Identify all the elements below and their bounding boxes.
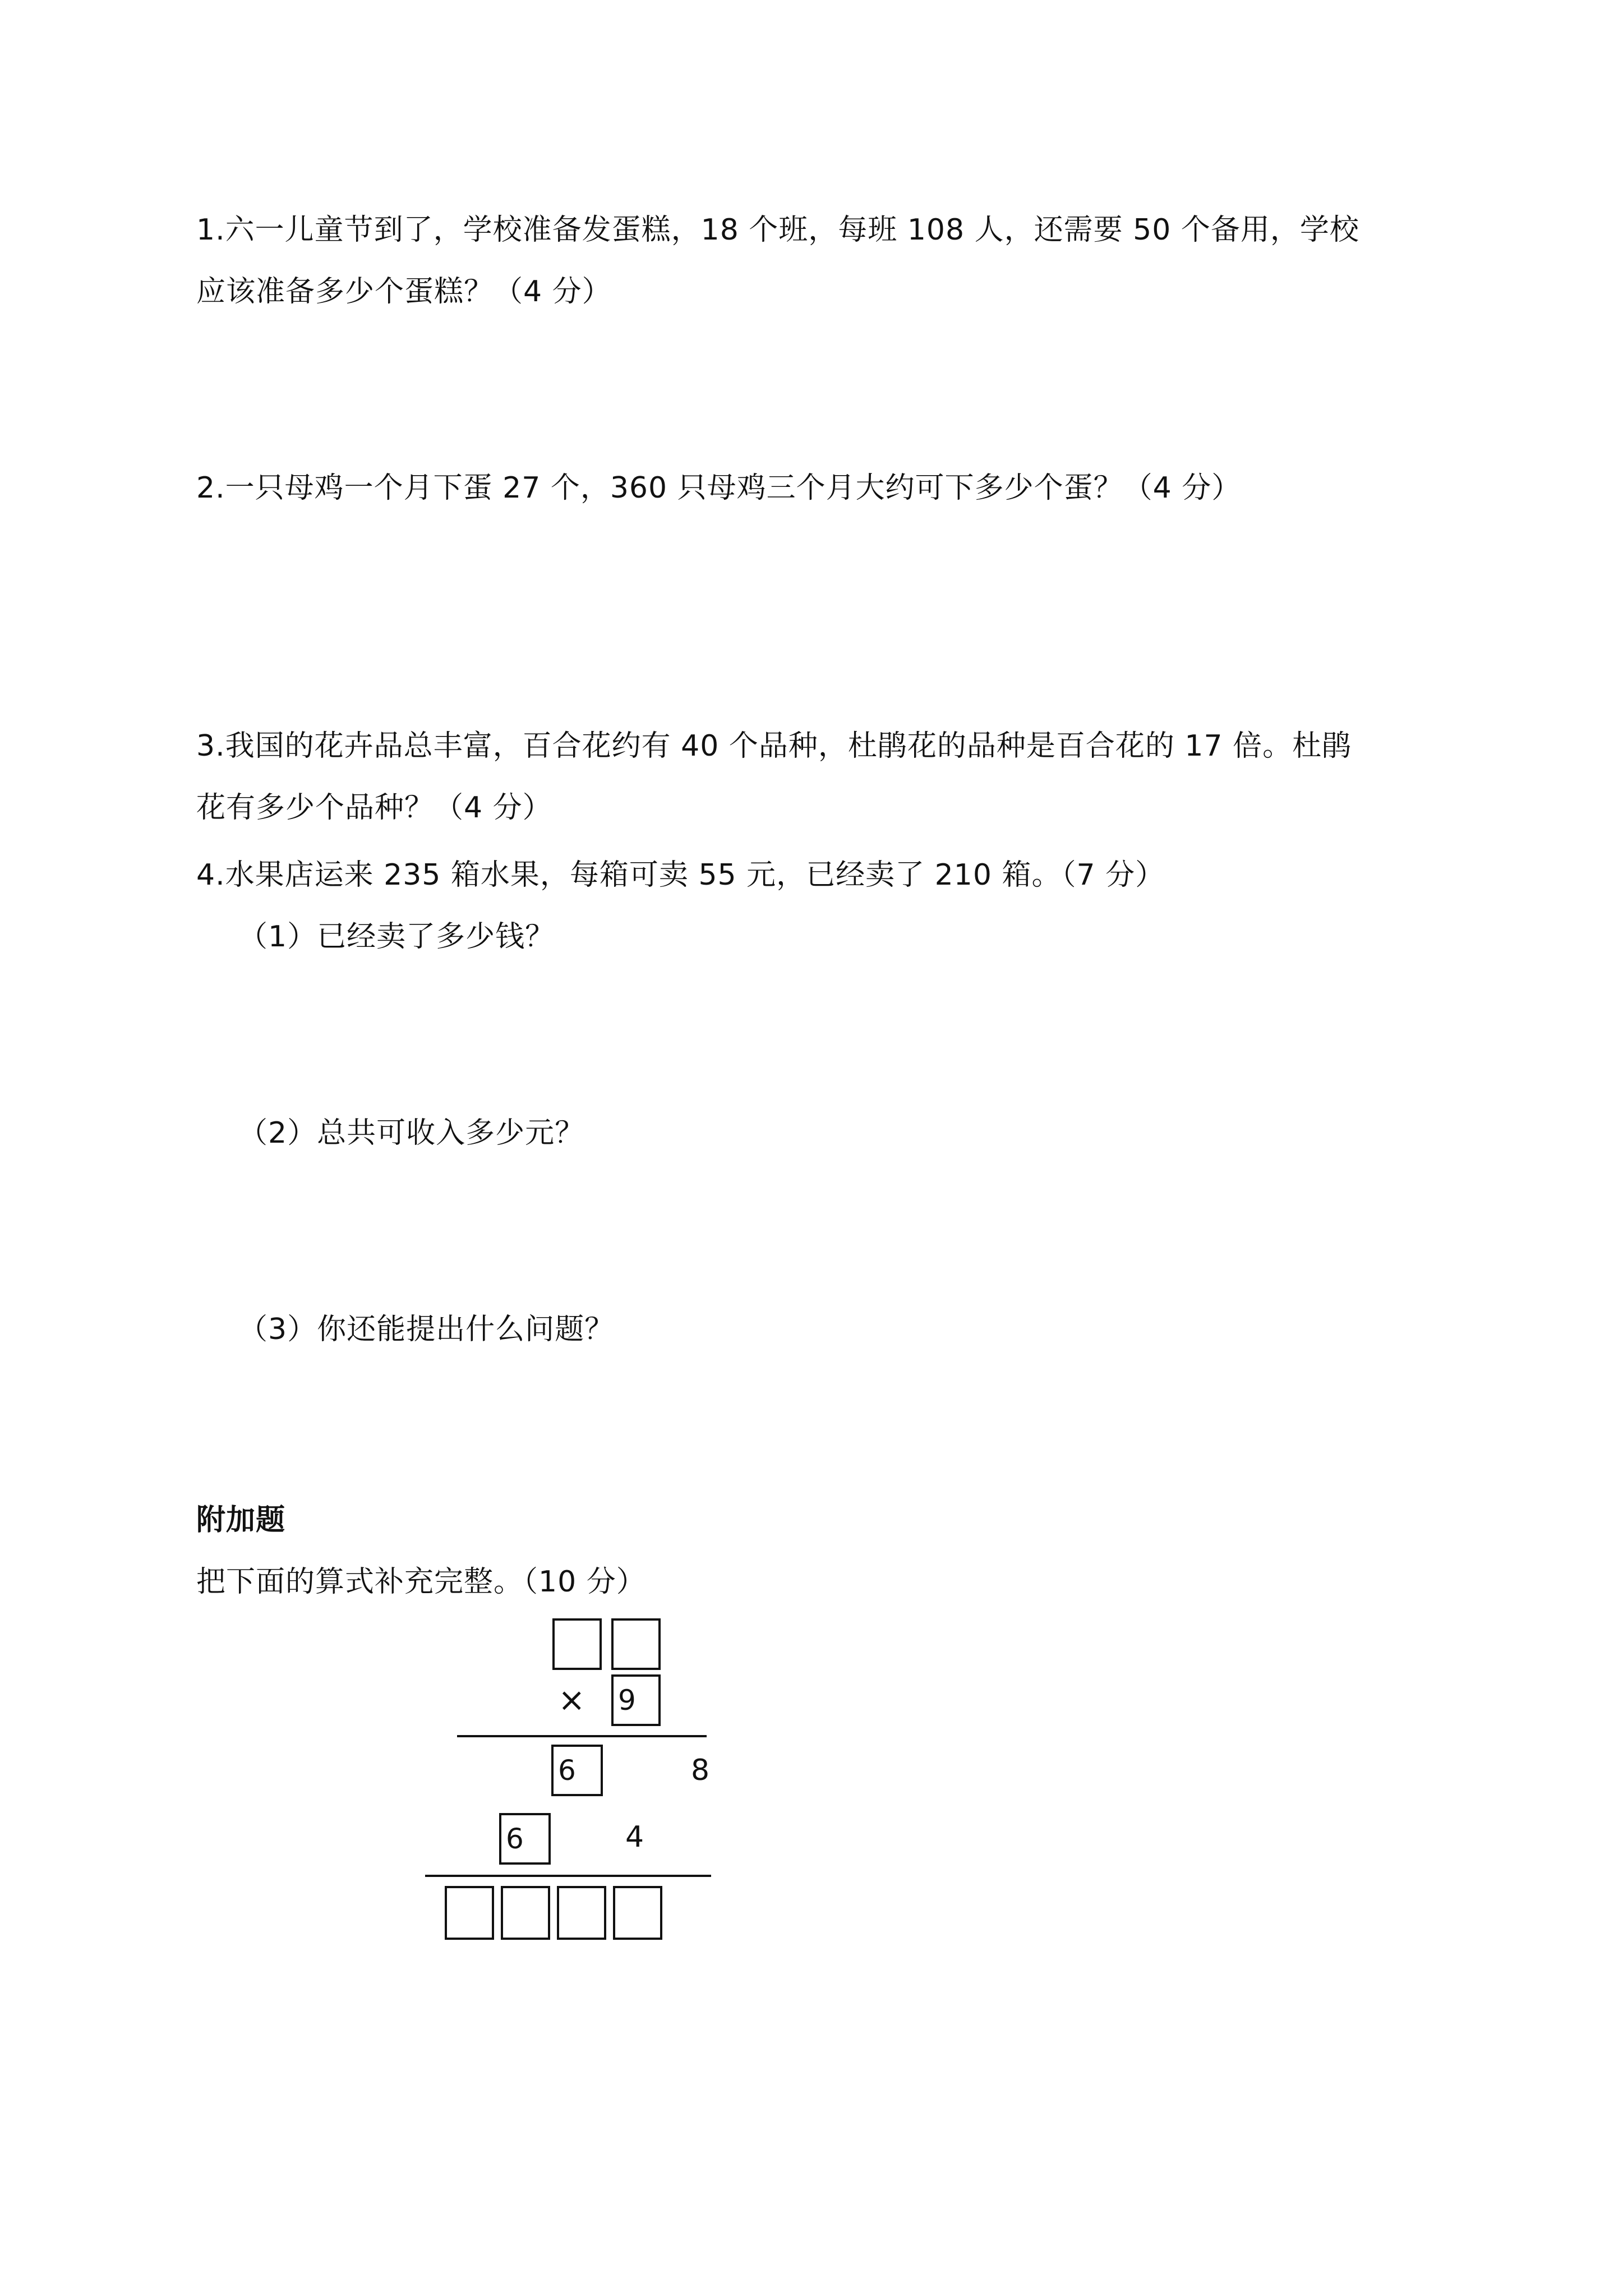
question-3-line-1: 3.我国的花卉品总丰富，百合花约有 40 个品种，杜鹃花的品种是百合花的 17 倍。杜鹃 (196, 729, 1352, 763)
question-4-sub-1: （1）已经卖了多少钱？ (238, 920, 555, 954)
second-rule (425, 1875, 711, 1877)
result-box-4[interactable] (613, 1886, 662, 1940)
partial2-box: 6 (499, 1813, 551, 1865)
multiplicand-box-tens[interactable] (552, 1618, 602, 1670)
first-rule (457, 1735, 707, 1737)
partial2-digit: 4 (625, 1820, 644, 1854)
question-3-line-2: 花有多少个品种？（4 分） (196, 791, 552, 825)
question-4-sub-3: （3）你还能提出什么问题？ (238, 1313, 615, 1346)
question-4-sub-2: （2）总共可收入多少元？ (238, 1116, 585, 1150)
result-box-2[interactable] (501, 1886, 550, 1940)
result-box-1[interactable] (445, 1886, 494, 1940)
bonus-instruction: 把下面的算式补充完整。（10 分） (196, 1565, 646, 1599)
result-box-3[interactable] (557, 1886, 606, 1940)
question-4: 4.水果店运来 235 箱水果，每箱可卖 55 元，已经卖了 210 箱。（7 分） (196, 858, 1165, 892)
multiplier-box: 9 (611, 1674, 661, 1726)
question-2: 2.一只母鸡一个月下蛋 27 个，360 只母鸡三个月大约可下多少个蛋？（4 分） (196, 471, 1242, 505)
bonus-title: 附加题 (196, 1503, 286, 1537)
multiplicand-box-ones[interactable] (611, 1618, 661, 1670)
times-sign: × (558, 1681, 585, 1719)
question-1-line-1: 1.六一儿童节到了，学校准备发蛋糕，18 个班，每班 108 人，还需要 50 个备用，学校 (196, 213, 1359, 247)
partial1-box: 6 (551, 1745, 603, 1796)
question-1-line-2: 应该准备多少个蛋糕？（4 分） (196, 275, 612, 309)
partial1-digit: 8 (691, 1754, 710, 1787)
